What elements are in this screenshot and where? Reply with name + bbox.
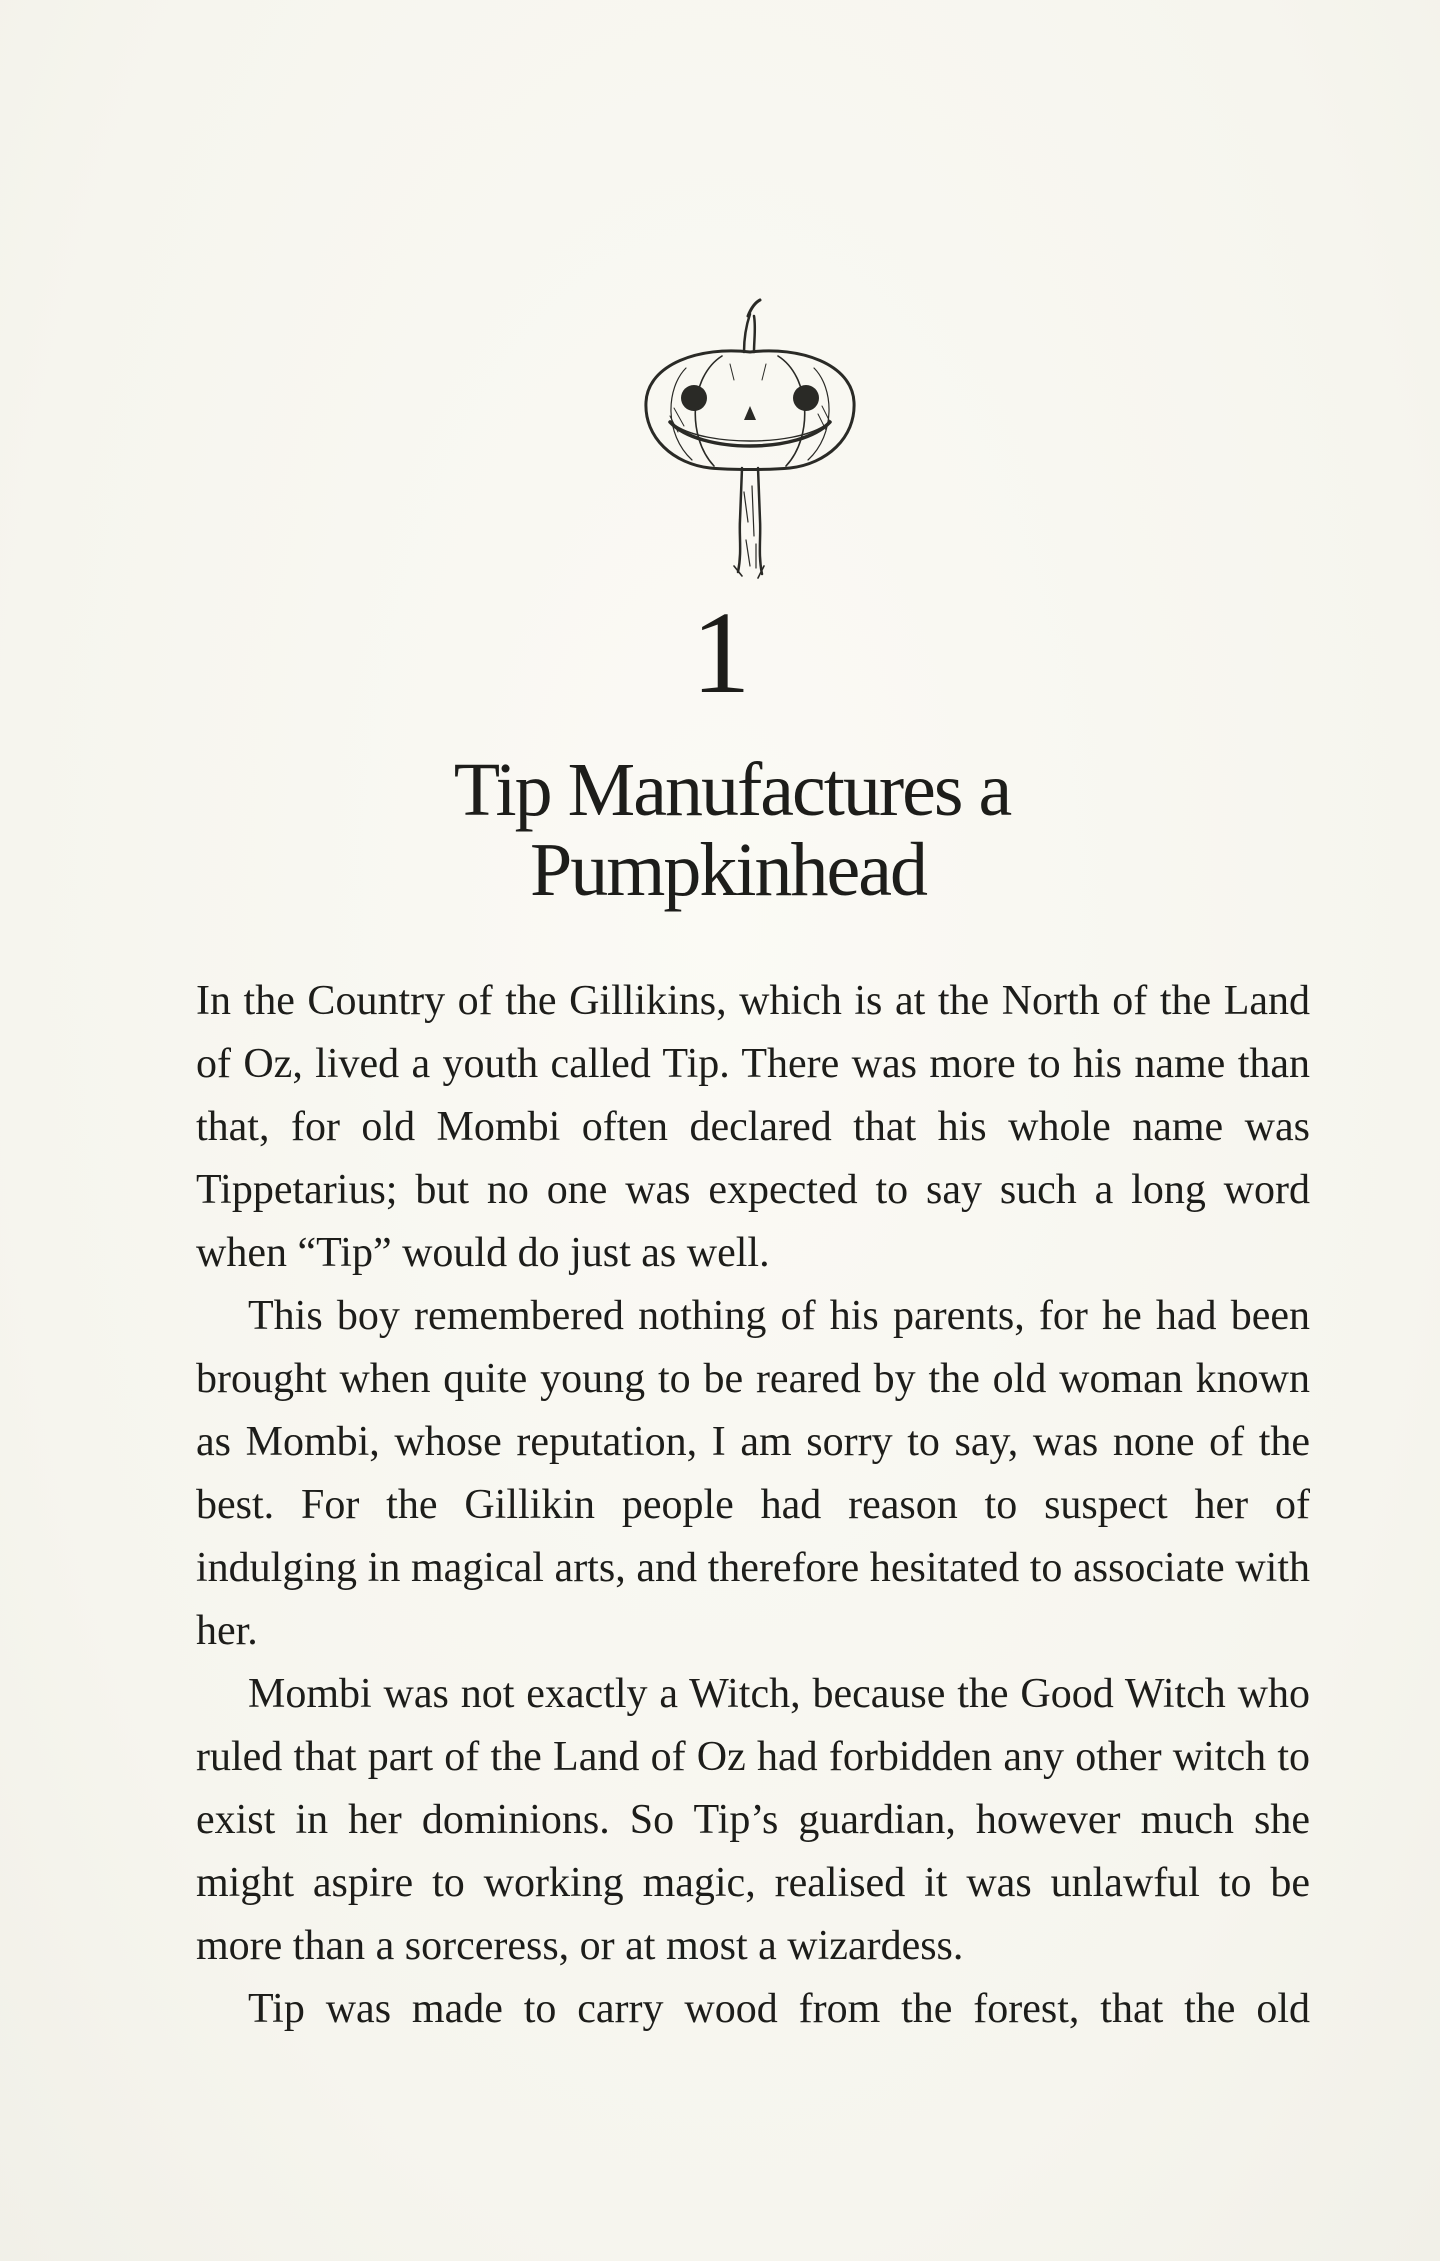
paragraph-2: This boy remembered nothing of his parents, for he had been brought when quite young to be reared by the old woman known as Mombi, whose reputation, I am sorry to say, was none of the best. For the Gillikin people had reason to suspect her of indulging in magical arts, and therefore hesitated to associate with her. [196, 1293, 1310, 1654]
chapter-body [196, 970, 1310, 2041]
paragraph-1: In the Country of the Gillikins, which is at the North of the Land of Oz, lived a youth called Tip. There was more to his name than that, for old Mombi often declared that his whole name was Tippetarius; but no one was expected to say such a long word when “Tip” would do just as well. [196, 978, 1310, 1276]
chapter-title [0, 750, 1440, 910]
paragraph-4: Tip was made to carry wood from the forest, that the old [248, 1986, 1310, 2032]
pumpkinhead-icon [630, 296, 870, 596]
chapter-number: 1 [691, 587, 749, 718]
chapter-title-line-2: Pumpkinhead [530, 828, 926, 912]
paragraph-3: Mombi was not exactly a Witch, because the Good Witch who ruled that part of the Land of Oz had forbidden any other witch to exist in her dominions. So Tip’s guardian, however much she might aspire to working magic, realised it was unlawful to be more than a sorceress, or at most a wizardess. [196, 1671, 1310, 1969]
chapter-title-line-1: Tip Manufactures a [453, 748, 1011, 832]
